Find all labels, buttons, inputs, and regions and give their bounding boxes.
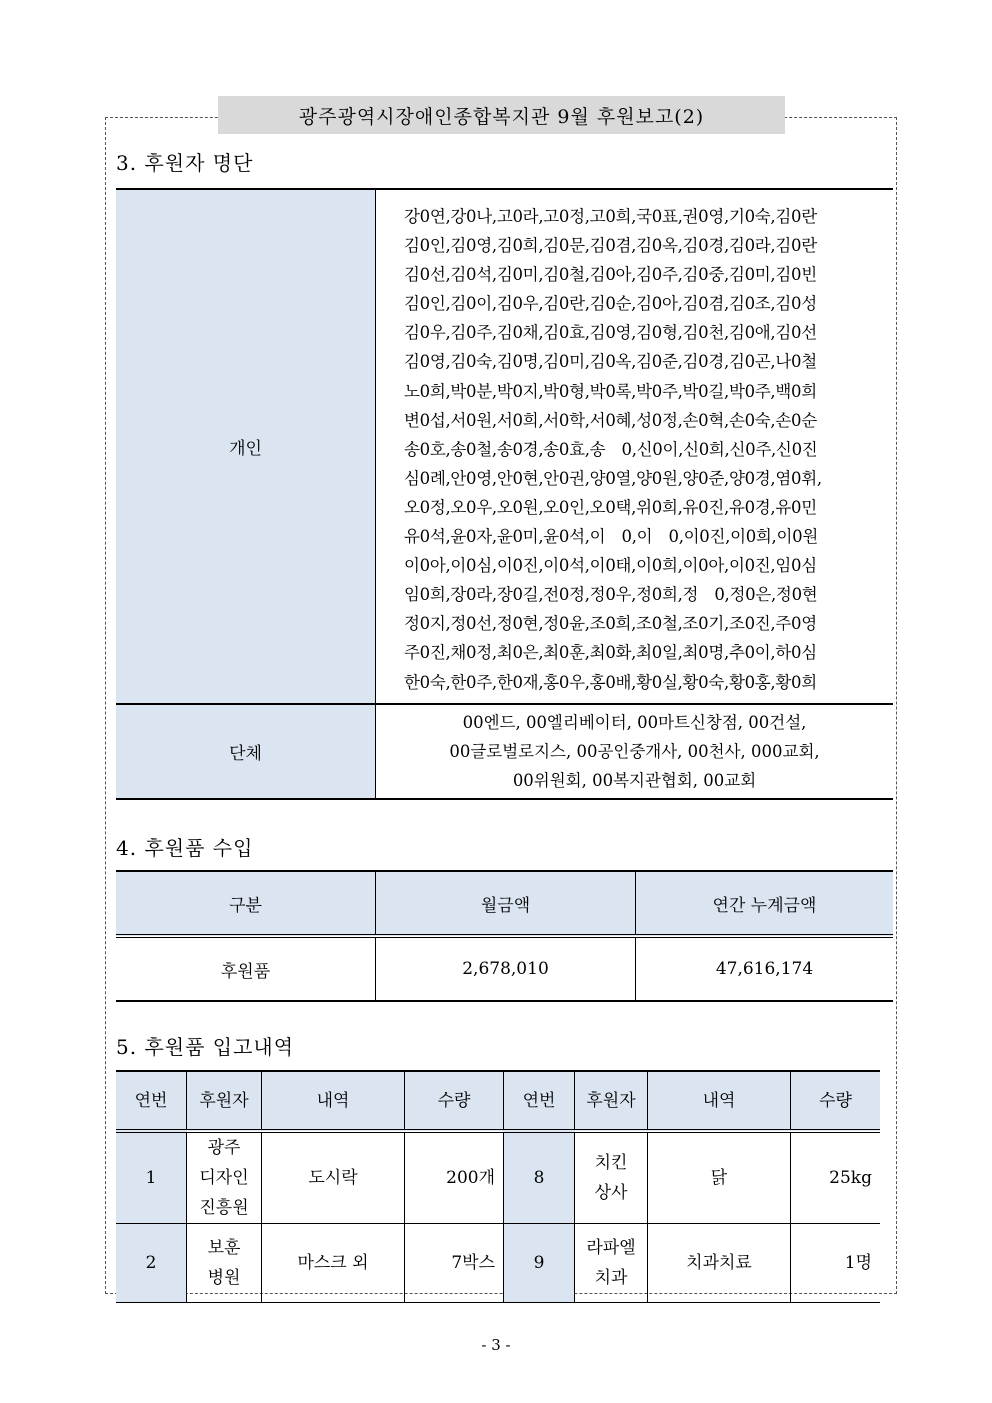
donor-line: 보훈 — [207, 1238, 241, 1258]
name-line: 노0희,박0분,박0지,박0형,박0록,박0주,박0길,박0주,백0희 — [404, 381, 817, 401]
row-item: 치과치료 — [648, 1224, 791, 1303]
name-line: 강0연,강0나,고0라,고0정,고0희,국0표,권0영,기0숙,김0란 — [404, 207, 817, 226]
row-qty: 1명 — [791, 1224, 881, 1303]
name-line: 김0영,김0숙,김0명,김0미,김0옥,김0준,김0경,김0곤,나0철 — [404, 352, 817, 372]
donor-line: 디자인 — [199, 1168, 249, 1188]
row-item: 닭 — [648, 1131, 791, 1224]
donor-line: 라파엘 — [586, 1238, 636, 1258]
header-no: 연번 — [504, 1071, 575, 1131]
name-line: 송0호,송0철,송0경,송0효,송 0,신0이,신0희,신0주,신0진 — [404, 439, 818, 459]
income-monthly: 2,678,010 — [376, 936, 636, 1001]
goods-table — [116, 1070, 880, 1303]
income-annual: 47,616,174 — [636, 936, 894, 1001]
group-line: 00글로벌로지스, 00공인중개사, 00천사, 000교회, — [449, 741, 820, 761]
name-line: 유0석,윤0자,윤0미,윤0석,이 0,이 0,이0진,이0희,이0원 — [404, 527, 818, 547]
goods-header-row — [116, 1071, 880, 1131]
name-line: 김0인,김0영,김0희,김0문,김0겸,김0옥,김0경,김0라,김0란 — [404, 236, 817, 256]
donor-line: 상사 — [594, 1183, 628, 1203]
header-annual: 연간 누계금액 — [636, 871, 894, 936]
name-line: 정0지,정0선,정0현,정0윤,조0희,조0철,조0기,조0진,주0영 — [404, 614, 817, 634]
row-qty: 25kg — [791, 1131, 881, 1224]
row-qty: 200개 — [405, 1131, 504, 1224]
report-title: 광주광역시장애인종합복지관 9월 후원보고(2) — [218, 96, 785, 134]
donor-line: 병원 — [207, 1268, 241, 1288]
row-donor — [187, 1131, 262, 1224]
row-no: 8 — [504, 1131, 575, 1224]
table-row — [116, 1131, 880, 1224]
name-line: 변0섭,서0원,서0희,서0학,서0혜,성0정,손0혁,손0숙,손0순 — [404, 410, 817, 430]
header-no: 연번 — [116, 1071, 187, 1131]
name-line: 김0선,김0석,김0미,김0철,김0아,김0주,김0중,김0미,김0빈 — [404, 265, 817, 285]
row-item: 마스크 외 — [262, 1224, 405, 1303]
donor-list-table — [116, 188, 893, 800]
name-line: 오0정,오0우,오0원,오0인,오0택,위0희,유0진,유0경,유0민 — [404, 497, 817, 517]
income-category: 후원품 — [116, 936, 376, 1001]
row-no: 9 — [504, 1224, 575, 1303]
name-line: 한0숙,한0주,한0재,홍0우,홍0배,황0실,황0숙,황0홍,황0희 — [404, 672, 817, 692]
name-line: 심0례,안0영,안0현,안0권,양0열,양0원,양0준,양0경,염0휘, — [404, 468, 822, 488]
row-item: 도시락 — [262, 1131, 405, 1224]
group-line: 00위원회, 00복지관협회, 00교회 — [512, 770, 757, 790]
header-qty: 수량 — [791, 1071, 881, 1131]
name-line: 김0인,김0이,김0우,김0란,김0순,김0아,김0겸,김0조,김0성 — [404, 294, 817, 314]
group-label: 단체 — [116, 704, 376, 799]
row-donor — [575, 1131, 648, 1224]
header-donor: 후원자 — [575, 1071, 648, 1131]
individual-row — [116, 189, 893, 704]
row-no: 1 — [116, 1131, 187, 1224]
page-number: - 3 - — [481, 1336, 511, 1354]
group-row — [116, 704, 893, 799]
donor-line: 치과 — [594, 1268, 628, 1288]
group-line: 00엔드, 00엘리베이터, 00마트신창점, 00건설, — [462, 712, 807, 732]
header-qty: 수량 — [405, 1071, 504, 1131]
donor-line: 광주 — [207, 1138, 241, 1158]
section-3-title: 3. 후원자 명단 — [116, 151, 254, 175]
donor-line: 진흥원 — [199, 1198, 249, 1218]
donor-line: 치킨 — [594, 1153, 628, 1173]
header-donor: 후원자 — [187, 1071, 262, 1131]
individual-label: 개인 — [116, 189, 376, 704]
row-qty: 7박스 — [405, 1224, 504, 1303]
row-donor — [187, 1224, 262, 1303]
group-names — [376, 704, 894, 799]
header-item: 내역 — [648, 1071, 791, 1131]
individual-names — [376, 189, 894, 704]
row-donor — [575, 1224, 648, 1303]
name-line: 김0우,김0주,김0채,김0효,김0영,김0형,김0천,김0애,김0선 — [404, 323, 817, 343]
income-data-row — [116, 936, 893, 1001]
section-4-title: 4. 후원품 수입 — [116, 836, 254, 860]
header-category: 구분 — [116, 871, 376, 936]
section-5-title: 5. 후원품 입고내역 — [116, 1035, 295, 1059]
income-table — [116, 870, 893, 1002]
income-header-row — [116, 871, 893, 936]
table-row — [116, 1224, 880, 1303]
header-monthly: 월금액 — [376, 871, 636, 936]
row-no: 2 — [116, 1224, 187, 1303]
name-line: 임0희,장0라,장0길,전0정,정0우,정0희,정 0,정0은,정0현 — [404, 585, 818, 605]
name-line: 이0아,이0심,이0진,이0석,이0태,이0희,이0아,이0진,임0심 — [404, 556, 817, 576]
header-item: 내역 — [262, 1071, 405, 1131]
name-line: 주0진,채0정,최0은,최0훈,최0화,최0일,최0명,추0이,하0심 — [404, 643, 817, 663]
